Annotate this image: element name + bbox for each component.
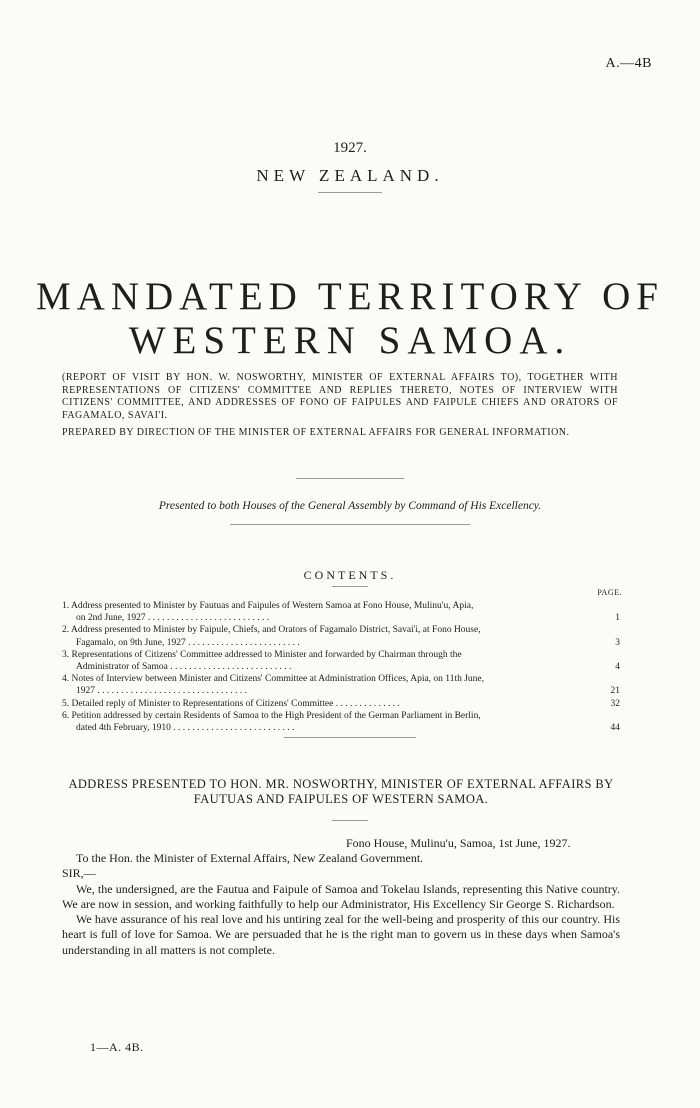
title-line-2: WESTERN SAMOA. <box>128 319 572 362</box>
presented-note: Presented to both Houses of the General Assembly by Command of His Excellency. <box>158 500 542 512</box>
contents-item-line: 6. Petition addressed by certain Residents of Samoa to the High President of the German Parliament in Berlin, <box>62 710 481 721</box>
paragraph: We have assurance of his real love and his untiring zeal for the well-being and prosperity of this our country. His heart is full of love for Samoa. We are persuaded that he is the right man to govern us in these days when Samoa's understanding in all matters is not complete. <box>62 912 620 957</box>
divider <box>332 586 368 587</box>
contents-item-line: 4. Notes of Interview between Minister and Citizens' Committee at Administration Offices, Apia, on 11th June, <box>62 674 485 685</box>
divider <box>296 478 404 479</box>
contents-item-line: dated 4th February, 1910 . . . . . . . . . . . . . . . . . . . . . . . . . . <box>76 723 295 734</box>
contents-item-line: 1. Address presented to Minister by Fautuas and Faipules of Western Samoa at Fono House, Mulinu'u, Apia, <box>62 601 474 611</box>
contents-page-number: 1 <box>615 613 620 624</box>
title-line-1: MANDATED TERRITORY OF <box>36 275 664 318</box>
contents-item <box>62 710 620 734</box>
subtitle: (REPORT OF VISIT BY HON. W. NOSWORTHY, MINISTER OF EXTERNAL AFFAIRS TO), TOGETHER WITH REPRESENTATIONS OF CITIZENS' COMMITTEE AND REPLIES THERETO, NOTES OF INTERVIEW WITH CITIZENS' COMMITTEE, AND ADDRESSES OF FONO OF FAIPULES AND FAIPULE CHIEFS AND ORATORS OF FAGAMALO, SAVAI'I. <box>62 372 618 421</box>
address-body <box>62 851 620 958</box>
prepared-note: PREPARED BY DIRECTION OF THE MINISTER OF EXTERNAL AFFAIRS FOR GENERAL INFORMATION. <box>62 427 570 438</box>
divider <box>284 737 416 738</box>
contents-item-line: 3. Representations of Citizens' Committee addressed to Minister and forwarded by Chairman through the <box>62 649 462 660</box>
contents-item <box>62 698 620 710</box>
contents-page-number: 3 <box>615 637 620 648</box>
footer-signature: 1—A. 4B. <box>90 1040 144 1054</box>
contents-item-line: 1927 . . . . . . . . . . . . . . . . . . . . . . . . . . . . . . . . <box>76 686 247 697</box>
contents-item <box>62 624 620 648</box>
salutation: SIR,— <box>62 866 96 881</box>
document-reference: A.—4B <box>605 56 652 71</box>
place-date: Fono House, Mulinu'u, Samoa, 1st June, 1927. <box>346 836 571 850</box>
contents-item-line: Administrator of Samoa . . . . . . . . . . . . . . . . . . . . . . . . . . <box>76 662 292 673</box>
contents-item <box>62 649 620 673</box>
year: 1927. <box>333 140 367 156</box>
contents-item <box>62 600 620 624</box>
contents-item-line: 5. Detailed reply of Minister to Representations of Citizens' Committee . . . . . . . . . . . . . . <box>62 698 400 709</box>
divider <box>332 820 368 821</box>
contents-item-line: 2. Address presented to Minister by Faipule, Chiefs, and Orators of Fagamalo District, Savai'i, at Fono House, <box>62 625 481 636</box>
contents-page-number: 21 <box>610 686 620 697</box>
addressee-line: To the Hon. the Minister of External Affairs, New Zealand Government. <box>76 851 424 865</box>
page-column-header: PAGE. <box>597 588 622 597</box>
contents-page-number: 44 <box>610 723 620 734</box>
paragraph: We, the undersigned, are the Fautua and Faipule of Samoa and Tokelau Islands, representing this Native country. We are now in session, and working faithfully to help our Administrator, His Excellency Sir George S. Richardson. <box>62 881 620 911</box>
contents-list <box>62 600 620 734</box>
contents-title: CONTENTS. <box>303 568 397 582</box>
contents-item-line: Fagamalo, on 9th June, 1927 . . . . . . . . . . . . . . . . . . . . . . . . <box>76 637 300 648</box>
address-heading: ADDRESS PRESENTED TO HON. MR. NOSWORTHY, MINISTER OF EXTERNAL AFFAIRS BY FAUTUAS AND FAIPULES OF WESTERN SAMOA. <box>68 777 614 806</box>
country-heading: NEW ZEALAND. <box>256 166 444 185</box>
contents-item <box>62 673 620 697</box>
contents-page-number: 4 <box>615 662 620 673</box>
contents-item-line: on 2nd June, 1927 . . . . . . . . . . . . . . . . . . . . . . . . . . <box>76 613 270 624</box>
contents-page-number: 32 <box>610 698 620 709</box>
divider <box>318 192 382 193</box>
divider <box>230 524 470 525</box>
